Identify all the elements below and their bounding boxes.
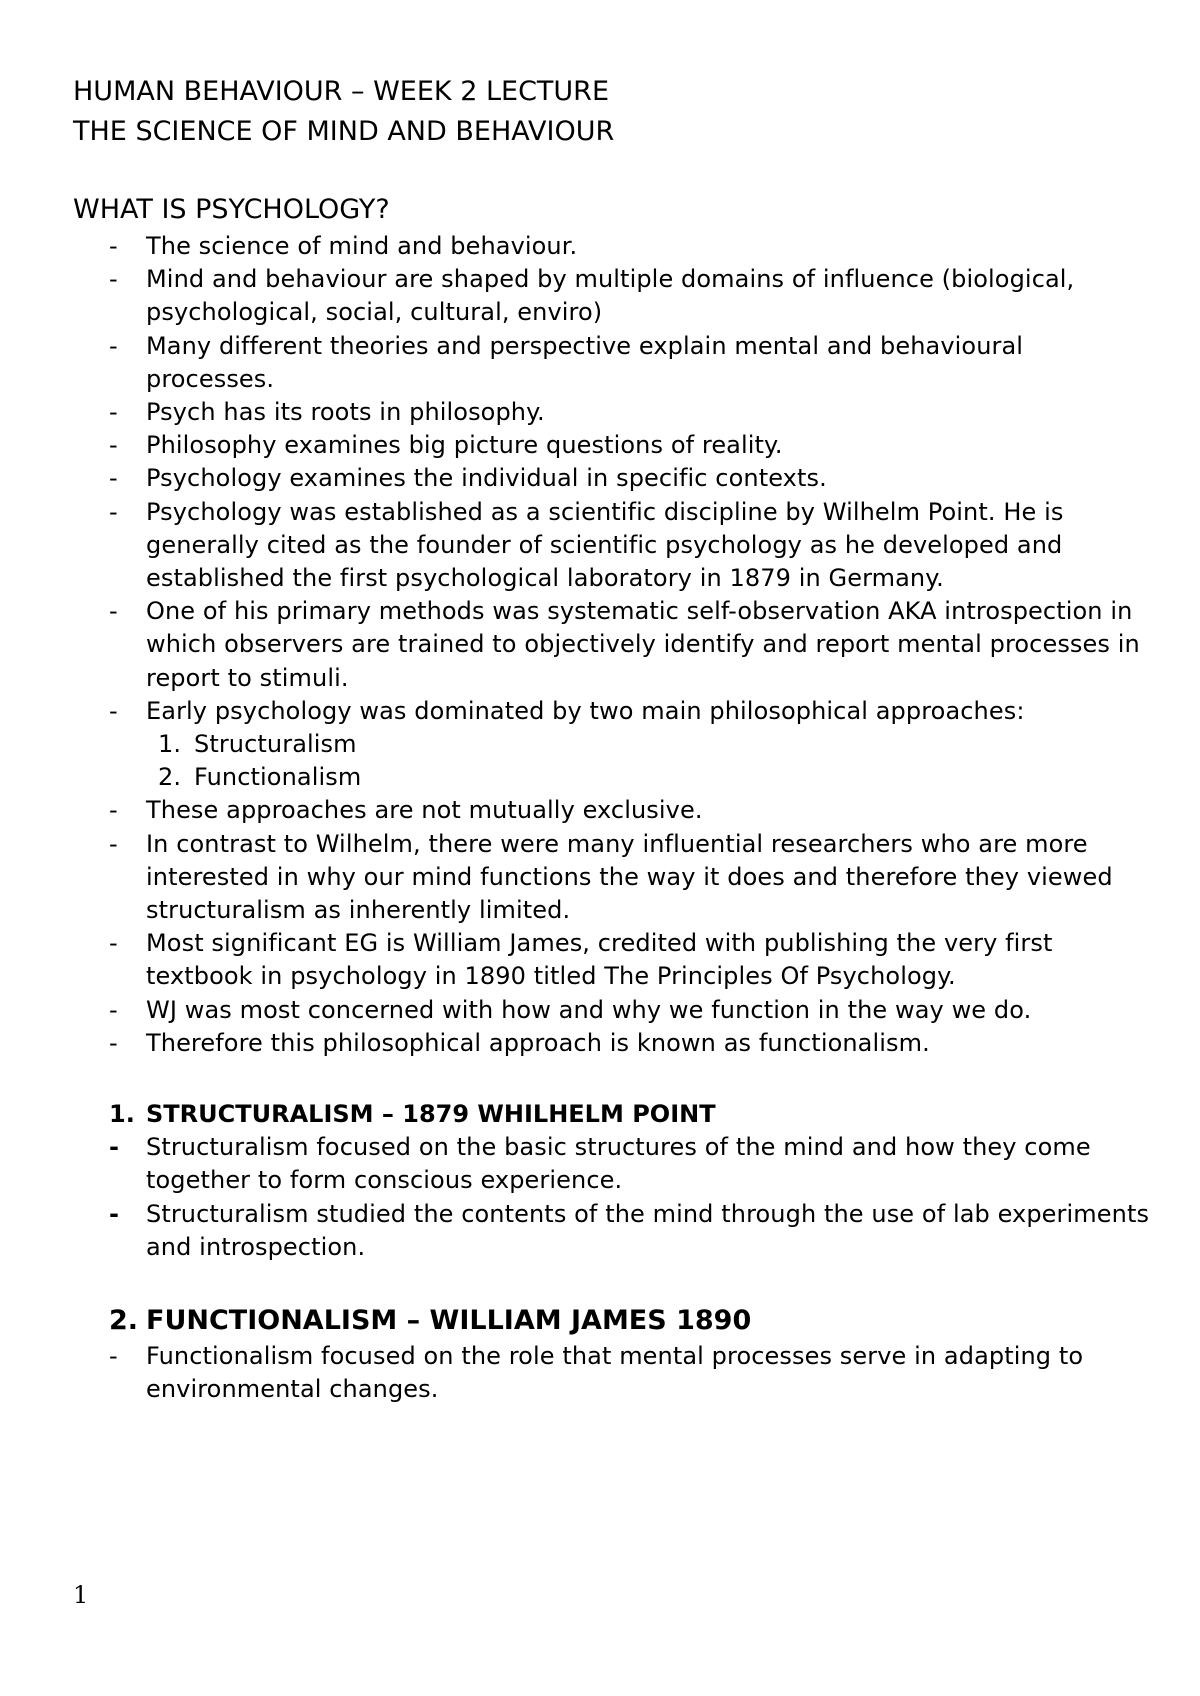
dash-bullet: - bbox=[109, 995, 118, 1024]
page-number: 1 bbox=[73, 1581, 89, 1609]
dash-bullet: - bbox=[109, 431, 118, 460]
list-item-text: Early psychology was dominated by two main philosophical approaches: bbox=[146, 696, 1025, 725]
list-item bbox=[73, 429, 1153, 462]
dash-bullet: - bbox=[109, 497, 118, 526]
section-heading-what-is-psychology: WHAT IS PSYCHOLOGY? bbox=[73, 194, 390, 225]
functionalism-bullet-list bbox=[73, 1340, 1153, 1406]
dash-bullet: - bbox=[109, 829, 118, 858]
numbered-item-structuralism bbox=[146, 728, 1153, 761]
document-title: HUMAN BEHAVIOUR – WEEK 2 LECTURE bbox=[73, 76, 610, 107]
document-content bbox=[73, 72, 1153, 1407]
list-item bbox=[73, 263, 1153, 329]
dash-bullet: - bbox=[109, 331, 118, 360]
item-label: Functionalism bbox=[194, 763, 362, 792]
list-item-text: Many different theories and perspective explain mental and behavioural processes. bbox=[146, 331, 1024, 393]
document-subtitle: THE SCIENCE OF MIND AND BEHAVIOUR bbox=[73, 116, 615, 147]
list-item-text: Philosophy examines big picture questions of reality. bbox=[146, 431, 783, 460]
list-item bbox=[73, 794, 1153, 827]
dash-bullet: - bbox=[109, 1199, 120, 1228]
dash-bullet: - bbox=[109, 1342, 118, 1371]
dash-bullet: - bbox=[109, 696, 118, 725]
list-item-text: Functionalism focused on the role that mental processes serve in adapting to environmental changes. bbox=[146, 1342, 1084, 1404]
list-item-text: The science of mind and behaviour. bbox=[146, 232, 578, 260]
item-number: 2. bbox=[158, 763, 182, 792]
list-item bbox=[73, 230, 1153, 263]
dash-bullet: - bbox=[109, 1028, 118, 1057]
list-item bbox=[73, 1198, 1153, 1264]
heading-number: 2. bbox=[109, 1305, 139, 1337]
list-item-text: WJ was most concerned with how and why we function in the way we do. bbox=[146, 995, 1032, 1024]
list-item bbox=[73, 462, 1153, 495]
list-item-text: One of his primary methods was systematic self-observation AKA introspection in which observers are trained to objectively identify and report mental processes in report to stimuli. bbox=[146, 597, 1140, 692]
list-item-text: These approaches are not mutually exclusive. bbox=[146, 796, 703, 825]
list-item bbox=[73, 828, 1153, 928]
list-item-text: Mind and behaviour are shaped by multiple domains of influence (biological, psychological, social, cultural, enviro) bbox=[146, 265, 1075, 327]
dash-bullet: - bbox=[109, 796, 118, 825]
list-item bbox=[73, 927, 1153, 993]
list-item bbox=[73, 695, 1153, 795]
list-item-text: In contrast to Wilhelm, there were many influential researchers who are more interested in why our mind functions the way it does and therefore they viewed structuralism as inherently limited. bbox=[146, 829, 1113, 925]
dash-bullet: - bbox=[109, 1133, 120, 1162]
structuralism-bullet-list bbox=[73, 1131, 1153, 1264]
list-item-text: Most significant EG is William James, credited with publishing the very first textbook in psychology in 1890 titled The Principles Of Psychology. bbox=[146, 929, 1053, 991]
list-item-text: Psychology was established as a scientific discipline by Wilhelm Point. He is generally cited as the founder of scientific psychology as he developed and established the first psychological laboratory in 1879 in Germany. bbox=[146, 497, 1064, 593]
numbered-item-functionalism bbox=[146, 761, 1153, 794]
dash-bullet: - bbox=[109, 398, 118, 427]
dash-bullet: - bbox=[109, 265, 118, 294]
list-item bbox=[73, 496, 1153, 596]
list-item-text: Psych has its roots in philosophy. bbox=[146, 398, 545, 427]
heading-number: 1. bbox=[109, 1100, 135, 1129]
approaches-numbered-list bbox=[146, 728, 1153, 794]
heading-text: STRUCTURALISM – 1879 WHILHELM POINT bbox=[146, 1100, 716, 1129]
dash-bullet: - bbox=[109, 232, 118, 260]
list-item bbox=[73, 1027, 1153, 1060]
psychology-bullet-list bbox=[73, 230, 1153, 1060]
item-number: 1. bbox=[158, 730, 182, 759]
heading-structuralism bbox=[73, 1098, 1153, 1131]
list-item bbox=[73, 994, 1153, 1027]
list-item bbox=[73, 1340, 1153, 1406]
list-item-text: Structuralism studied the contents of the mind through the use of lab experiments and introspection. bbox=[146, 1199, 1150, 1261]
dash-bullet: - bbox=[109, 597, 118, 626]
heading-text: FUNCTIONALISM – WILLIAM JAMES 1890 bbox=[146, 1305, 752, 1337]
item-label: Structuralism bbox=[194, 730, 357, 759]
list-item-text: Therefore this philosophical approach is known as functionalism. bbox=[146, 1028, 930, 1057]
heading-functionalism bbox=[73, 1302, 1153, 1340]
list-item bbox=[73, 330, 1153, 396]
list-item bbox=[73, 396, 1153, 429]
list-item bbox=[73, 1131, 1153, 1197]
list-item bbox=[73, 595, 1153, 695]
list-item-text: Structuralism focused on the basic structures of the mind and how they come together to form conscious experience. bbox=[146, 1133, 1091, 1195]
dash-bullet: - bbox=[109, 464, 118, 493]
list-item-text: Psychology examines the individual in specific contexts. bbox=[146, 464, 827, 493]
dash-bullet: - bbox=[109, 929, 118, 958]
